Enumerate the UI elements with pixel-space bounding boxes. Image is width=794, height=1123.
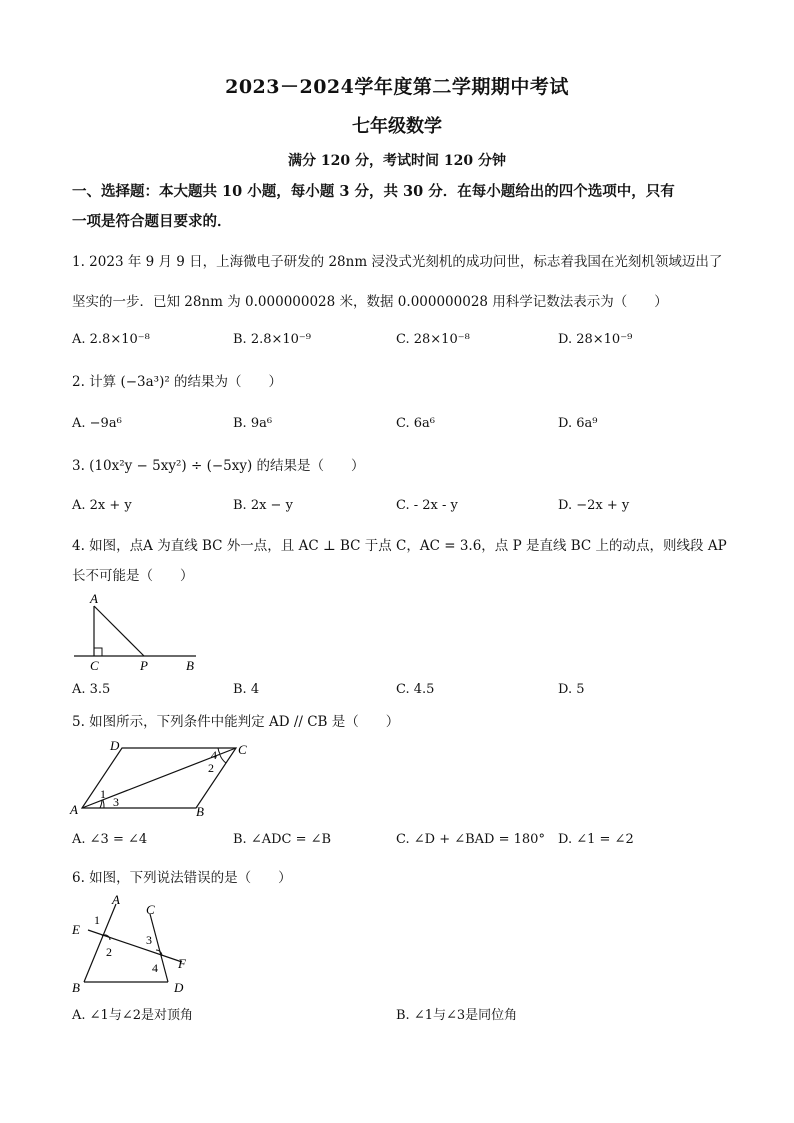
- q6-label-d: D: [174, 980, 184, 995]
- q6-option-a[interactable]: A. ∠1与∠2是对顶角: [72, 1008, 193, 1023]
- q2-option-c[interactable]: C. 6a⁶: [396, 416, 435, 431]
- q5-option-d[interactable]: D. ∠1 = ∠2: [558, 832, 634, 847]
- q4-label-c: C: [90, 658, 99, 672]
- q4-option-d[interactable]: D. 5: [558, 682, 585, 697]
- q4-stem-line2: 长不可能是（ ）: [72, 568, 194, 584]
- q4-label-b: B: [186, 658, 194, 672]
- q3-option-d[interactable]: D. −2x + y: [558, 498, 630, 513]
- q1-option-c[interactable]: C. 28×10⁻⁸: [396, 332, 470, 347]
- q5-figure: [68, 736, 258, 820]
- q5-angle-label-1: 1: [100, 787, 106, 801]
- q1-stem-line1: 1. 2023 年 9 月 9 日，上海微电子研发的 28nm 浸没式光刻机的成功问世，标志着我国在光刻机领域迈出了: [72, 254, 723, 270]
- q6-angle-label-1: 1: [94, 913, 100, 927]
- q5-stem: 5. 如图所示，下列条件中能判定 AD // CB 是（ ）: [72, 714, 400, 730]
- exam-subtitle: 七年级数学: [352, 116, 442, 137]
- q5-option-a[interactable]: A. ∠3 = ∠4: [72, 832, 148, 847]
- section1-heading-line2: 一项是符合题目要求的．: [72, 213, 232, 230]
- q1-option-d[interactable]: D. 28×10⁻⁹: [558, 332, 633, 347]
- q4-right-angle-mark: [94, 648, 102, 656]
- q5-arc-3: [103, 800, 104, 808]
- q4-stem-line1: 4. 如图，点A 为直线 BC 外一点，且 AC ⊥ BC 于点 C，AC = 3.6，点 P 是直线 BC 上的动点，则线段 AP: [72, 538, 727, 554]
- q6-label-b: B: [72, 980, 80, 995]
- q6-angle-label-4: 4: [152, 961, 158, 975]
- q5-label-d: D: [110, 738, 120, 753]
- q4-option-a[interactable]: A. 3.5: [72, 682, 111, 697]
- q4-label-a: A: [90, 591, 98, 606]
- q6-angle-label-3: 3: [146, 933, 152, 947]
- q5-option-b[interactable]: B. ∠ADC = ∠B: [233, 832, 332, 847]
- q2-option-b[interactable]: B. 9a⁶: [233, 416, 273, 431]
- q6-angle-label-2: 2: [106, 945, 112, 959]
- q5-angle-label-2: 2: [208, 761, 214, 775]
- q6-label-e: E: [72, 922, 80, 937]
- q4-option-c[interactable]: C. 4.5: [396, 682, 435, 697]
- q6-label-a: A: [112, 892, 120, 907]
- q6-label-c: C: [146, 902, 155, 917]
- q1-option-a[interactable]: A. 2.8×10⁻⁸: [72, 332, 150, 347]
- q5-angle-label-4: 4: [211, 748, 217, 762]
- q2-option-a[interactable]: A. −9a⁶: [72, 416, 122, 431]
- q3-option-b[interactable]: B. 2x − y: [233, 498, 293, 513]
- section1-heading-line1: 一、选择题：本大题共 10 小题，每小题 3 分，共 30 分．在每小题给出的四个选项中，只有: [72, 183, 675, 200]
- q1-stem-line2: 坚实的一步．已知 28nm 为 0.000000028 米，数据 0.000000028 用科学记数法表示为（ ）: [72, 294, 668, 310]
- q3-stem: 3. (10x²y − 5xy²) ÷ (−5xy) 的结果是（ ）: [72, 458, 365, 474]
- q5-label-c: C: [238, 742, 247, 757]
- q4-label-p: P: [140, 658, 148, 672]
- exam-title: 2023－2024学年度第二学期期中考试: [225, 76, 569, 98]
- q5-label-a: A: [70, 802, 78, 817]
- q3-option-a[interactable]: A. 2x + y: [72, 498, 132, 513]
- exam-info: 满分 120 分，考试时间 120 分钟: [288, 153, 506, 169]
- q6-stem: 6. 如图，下列说法错误的是（ ）: [72, 870, 292, 886]
- q1-option-b[interactable]: B. 2.8×10⁻⁹: [233, 332, 311, 347]
- q5-arc-4: [218, 748, 220, 754]
- q2-stem: 2. 计算 (−3a³)² 的结果为（ ）: [72, 374, 283, 390]
- q6-figure: [66, 892, 206, 996]
- q5-arc-2: [220, 755, 226, 763]
- q6-label-f: F: [178, 956, 186, 971]
- q4-option-b[interactable]: B. 4: [233, 682, 260, 697]
- q5-label-b: B: [196, 804, 204, 819]
- q4-figure: [68, 590, 208, 672]
- q5-angle-label-3: 3: [113, 795, 119, 809]
- q6-option-b[interactable]: B. ∠1与∠3是同位角: [396, 1008, 518, 1023]
- q6-line-ab: [84, 904, 116, 982]
- q5-option-c[interactable]: C. ∠D + ∠BAD = 180°: [396, 832, 545, 847]
- q3-option-c[interactable]: C. - 2x - y: [396, 498, 458, 513]
- q2-option-d[interactable]: D. 6a⁹: [558, 416, 598, 431]
- q6-line-ef: [88, 930, 182, 962]
